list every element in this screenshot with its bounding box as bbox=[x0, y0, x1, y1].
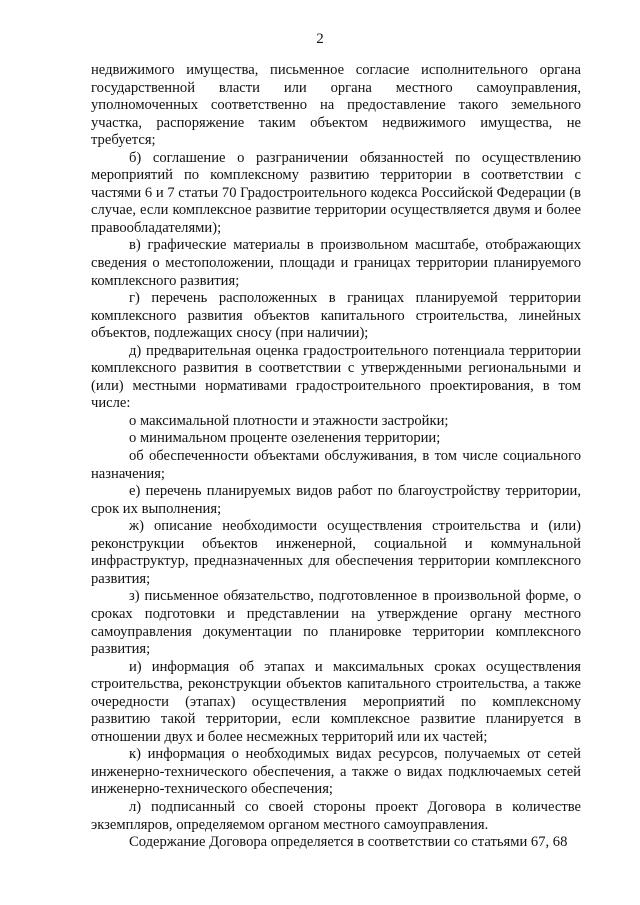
paragraph-item-l: л) подписанный со своей стороны проект Договора в количестве экземпляров, определяемом органом местного самоуправления. bbox=[91, 798, 581, 833]
paragraph-item-i: и) информация об этапах и максимальных сроках осуществления строительства, реконструкции объектов капитального строительства, а также очередности (этапах) осуществления мероприятий по комплексному развитию такой территории, если комплексное развитие планируется в отношении двух и более несмежных территорий или их частей; bbox=[91, 658, 581, 745]
paragraph-subitem-density: о максимальной плотности и этажности застройки; bbox=[129, 412, 449, 429]
paragraph-contract-content: Содержание Договора определяется в соответствии со статьями 67, 68 bbox=[129, 834, 568, 851]
document-body bbox=[91, 62, 581, 852]
paragraph-item-e: е) перечень планируемых видов работ по благоустройству территории, срок их выполнения; bbox=[91, 483, 581, 517]
paragraph-item-z: з) письменное обязательство, подготовленное в произвольной форме, о сроках подготовки и представлении на утверждение органу местного самоуправления документации по планировке территории комплексного развития; bbox=[91, 588, 581, 658]
paragraph-subitem-greenery: о минимальном проценте озеленения территории; bbox=[129, 430, 441, 447]
paragraph-item-d: д) предварительная оценка градостроительного потенциала территории комплексного развития в соответствии с утвержденными региональными и (или) местными нормативами градостроительного проектирования, в том числе: bbox=[91, 342, 581, 412]
paragraph-item-zh: ж) описание необходимости осуществления строительства и (или) реконструкции объектов инженерной, социальной и коммунальной инфраструктур, предназначенных для обеспечения территории комплексного развития; bbox=[91, 518, 581, 587]
paragraph-item-k: к) информация о необходимых видах ресурсов, получаемых от сетей инженерно-технического обеспечения, а также о видах подключаемых сетей инженерно-технического обеспечения; bbox=[91, 746, 581, 798]
paragraph-continuation: недвижимого имущества, письменное согласие исполнительного органа государственной власти или органа местного самоуправления, уполномоченных соответственно на предоставление такого земельного участка, распоряжение таким объектом недвижимого имущества, не требуется; bbox=[91, 62, 581, 149]
paragraph-item-g: г) перечень расположенных в границах планируемой территории комплексного развития объектов капитального строительства, линейных объектов, подлежащих сносу (при наличии); bbox=[91, 290, 581, 342]
paragraph-item-v: в) графические материалы в произвольном масштабе, отображающих сведения о местоположении, площади и границах территории планируемого комплексного развития; bbox=[91, 237, 581, 289]
page-number: 2 bbox=[316, 31, 324, 47]
paragraph-subitem-services: об обеспеченности объектами обслуживания, в том числе социального назначения; bbox=[91, 448, 581, 482]
paragraph-item-b: б) соглашение о разграничении обязанностей по осуществлению мероприятий по комплексному развитию территории в соответствии с частями 6 и 7 статьи 70 Градостроительного кодекса Российской Федерации (в случае, если комплексное развитие территории осуществляется двумя и более правообладателями); bbox=[91, 149, 581, 236]
